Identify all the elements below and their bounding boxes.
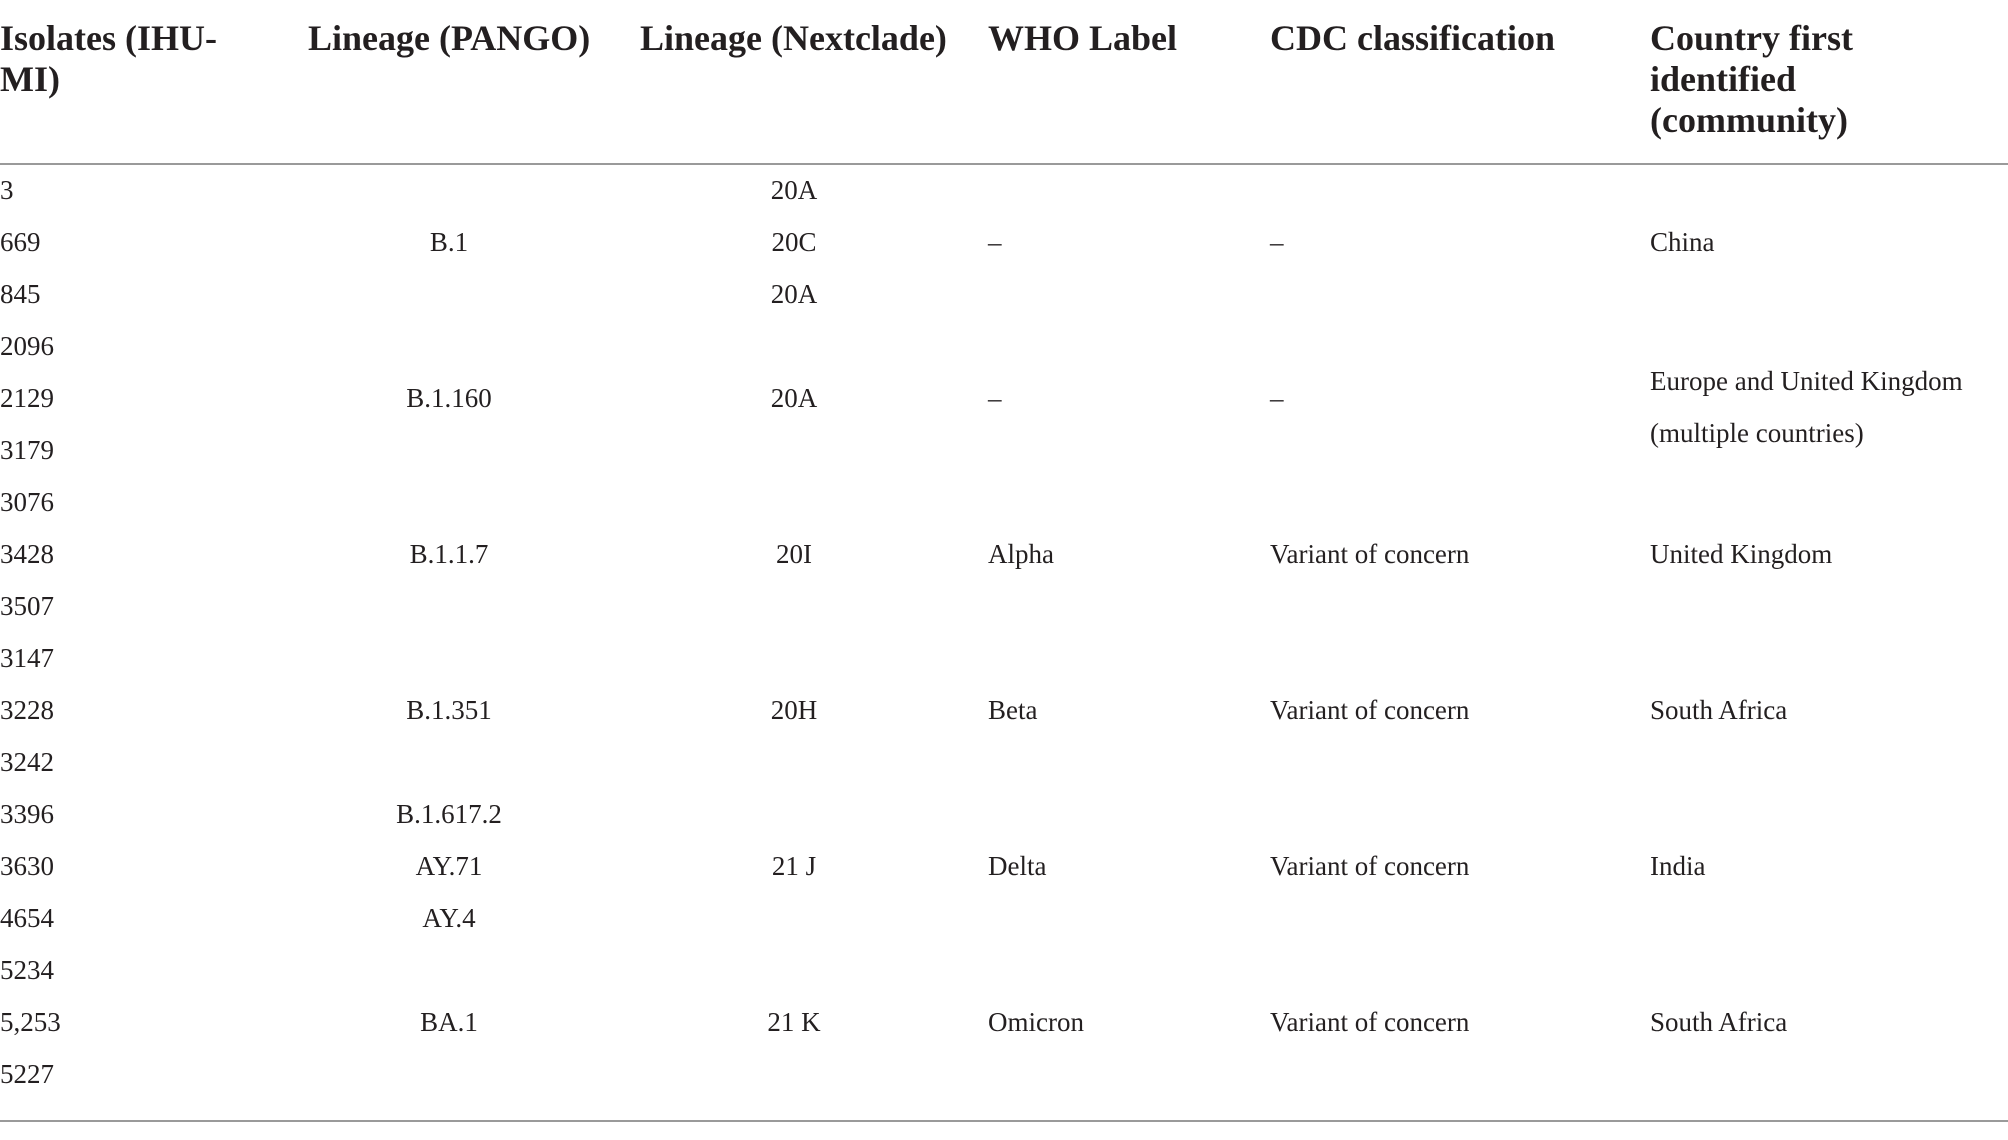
isolate-cell: 845: [0, 279, 41, 309]
nextclade-lineage-cell: 20I: [776, 539, 812, 569]
header-isolates: Isolates (IHU-MI): [0, 18, 217, 99]
pango-lineage-cell: BA.1: [420, 1007, 478, 1037]
nextclade-lineage-cell: 20A: [770, 175, 818, 205]
header-who-label: WHO Label: [988, 18, 1178, 58]
pango-lineage-cell: B.1.617.2: [396, 799, 502, 829]
isolate-cell: 4654: [0, 903, 54, 933]
isolate-cell: 3507: [0, 591, 54, 621]
nextclade-lineage-cell: 20A: [770, 279, 818, 309]
nextclade-lineage-cell: 20A: [770, 383, 818, 413]
nextclade-lineage-cell: 21 J: [771, 851, 817, 881]
isolate-cell: 2129: [0, 383, 54, 413]
pango-lineage-cell: B.1.160: [406, 383, 492, 413]
isolate-cell: 3242: [0, 747, 54, 777]
who-label-cell: Beta: [988, 695, 1038, 725]
country-cell: India: [1650, 851, 1706, 881]
header-cdc-classification: CDC classification: [1270, 18, 1555, 58]
cdc-classification-cell: Variant of concern: [1270, 1007, 1470, 1037]
pango-lineage-cell: B.1: [429, 227, 469, 257]
bottom-rule: [0, 1120, 2008, 1122]
pango-lineage-cell: AY.4: [422, 903, 476, 933]
country-cell: South Africa: [1650, 1007, 1788, 1037]
country-cell: South Africa: [1650, 695, 1788, 725]
cdc-classification-cell: Variant of concern: [1270, 851, 1470, 881]
header-lineage-nextclade: Lineage (Nextclade): [640, 18, 947, 58]
nextclade-lineage-cell: 21 K: [767, 1007, 821, 1037]
pango-lineage-cell: B.1.1.7: [409, 539, 489, 569]
isolate-cell: 5227: [0, 1059, 54, 1089]
isolate-cell: 5,253: [0, 1007, 61, 1037]
who-label-cell: Alpha: [988, 539, 1054, 569]
isolate-cell: 3396: [0, 799, 54, 829]
pango-lineage-cell: B.1.351: [406, 695, 492, 725]
country-cell: China: [1650, 227, 1715, 257]
isolate-cell: 5234: [0, 955, 54, 985]
cdc-classification-cell: –: [1270, 227, 1284, 257]
country-cell: Europe and United Kingdom (multiple countries): [1650, 366, 1963, 448]
header-lineage-pango: Lineage (PANGO): [308, 18, 591, 58]
country-cell: United Kingdom: [1650, 539, 1833, 569]
header-rule: [0, 163, 2008, 165]
cdc-classification-cell: –: [1270, 383, 1284, 413]
isolate-cell: 2096: [0, 331, 54, 361]
nextclade-lineage-cell: 20C: [771, 227, 817, 257]
isolate-cell: 3: [0, 175, 14, 205]
isolate-cell: 3147: [0, 643, 54, 673]
isolate-cell: 3228: [0, 695, 54, 725]
isolate-cell: 3179: [0, 435, 54, 465]
who-label-cell: –: [988, 383, 1002, 413]
cdc-classification-cell: Variant of concern: [1270, 695, 1470, 725]
isolate-cell: 3630: [0, 851, 54, 881]
nextclade-lineage-cell: 20H: [770, 695, 818, 725]
isolate-cell: 3428: [0, 539, 54, 569]
header-country-first-identified: Country first identified (community): [1650, 18, 1853, 140]
who-label-cell: Omicron: [988, 1007, 1084, 1037]
who-label-cell: –: [988, 227, 1002, 257]
cdc-classification-cell: Variant of concern: [1270, 539, 1470, 569]
pango-lineage-cell: AY.71: [415, 851, 483, 881]
isolate-cell: 3076: [0, 487, 54, 517]
isolate-cell: 669: [0, 227, 41, 257]
who-label-cell: Delta: [988, 851, 1047, 881]
